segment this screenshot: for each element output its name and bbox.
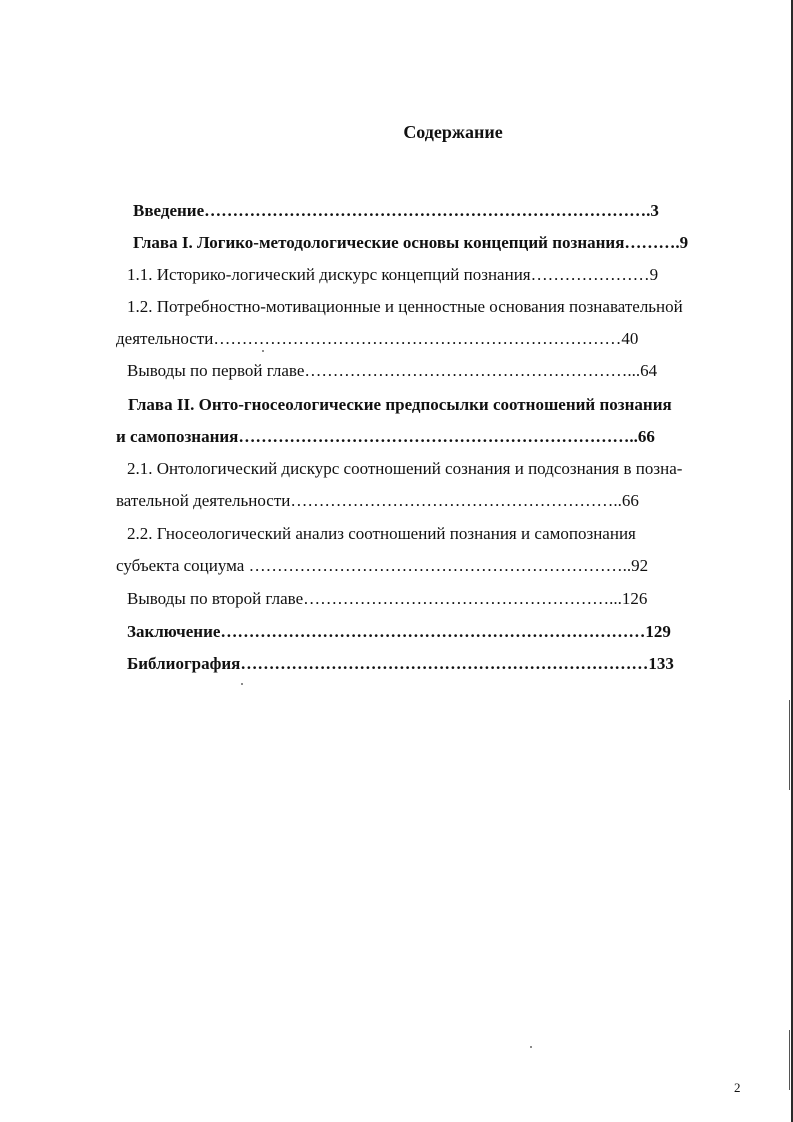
toc-entry-section-2-2: 2.2. Гносеологический анализ соотношений познания и самопознания [127, 524, 636, 543]
scan-speck [530, 1046, 532, 1048]
toc-entry-introduction: Введение…………………………………………………………………….3 [133, 201, 659, 220]
scan-artifact [789, 700, 790, 790]
toc-entry-section-2-1-cont: вательной деятельности…………………………………………………..66 [116, 491, 639, 510]
page-number: 2 [734, 1080, 741, 1095]
toc-entry-conclusions-ch1: Выводы по первой главе…………………………………………………...64 [127, 361, 658, 380]
toc-entry-chapter-2-cont: и самопознания……………………………………………………………..66 [116, 427, 655, 446]
page-title: Содержание [403, 122, 503, 142]
scan-artifact [789, 1030, 790, 1090]
toc-entry-chapter-1: Глава I. Логико-методологические основы концепций познания……….9 [133, 233, 689, 252]
toc-entry-section-1-2-cont: деятельности………………………………………………………………40 [116, 329, 639, 348]
toc-entry-chapter-2: Глава II. Онто-гносеологические предпосылки соотношений познания [128, 395, 672, 414]
scan-speck [241, 683, 243, 685]
toc-entry-section-1-1: 1.1. Историко-логический дискурс концепций познания…………………9 [127, 265, 659, 284]
toc-entry-conclusion: Заключение…………………………………………………………………129 [127, 622, 671, 641]
toc-entry-section-2-2-cont: субъекта социума …………………………………………………………..92 [116, 556, 649, 575]
toc-entry-section-1-2: 1.2. Потребностно-мотивационные и ценностные основания познавательной [127, 297, 683, 316]
toc-entry-section-2-1: 2.1. Онтологический дискурс соотношений сознания и подсознания в позна- [127, 459, 683, 478]
toc-entry-conclusions-ch2: Выводы по второй главе………………………………………………...126 [127, 589, 648, 608]
toc-entry-bibliography: Библиография………………………………………………………………133 [127, 654, 674, 673]
scan-speck [262, 350, 264, 352]
